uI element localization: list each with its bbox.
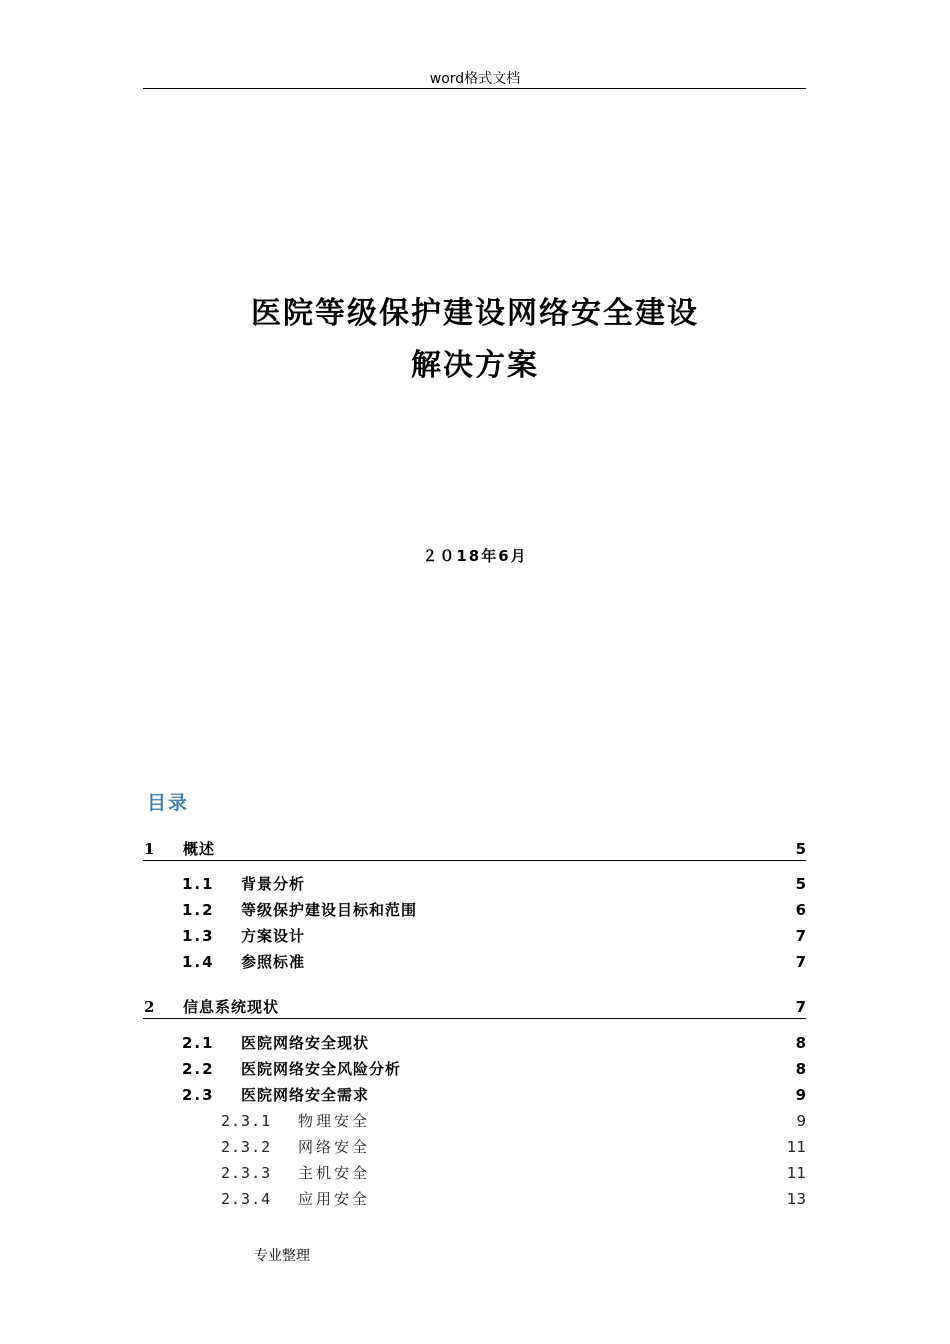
page-footer: 专业整理: [254, 1248, 310, 1264]
toc-entry-label: 信息系统现状: [183, 998, 280, 1016]
toc-entry[interactable]: [143, 1058, 806, 1080]
toc-entry-number: 1.1: [182, 875, 215, 893]
toc-entry-page: 11: [786, 1138, 806, 1156]
toc-entry[interactable]: [143, 996, 806, 1019]
document-subtitle: 解决方案: [411, 348, 539, 383]
toc-entry-page: 7: [795, 998, 806, 1016]
toc-entry-number: 2.3.4: [221, 1190, 272, 1208]
toc-entry-label: 医院网络安全现状: [241, 1034, 370, 1052]
toc-entry[interactable]: [143, 1188, 806, 1210]
header-divider: [143, 88, 806, 89]
toc-entry-page: 9: [796, 1112, 806, 1130]
toc-entry[interactable]: [143, 1110, 806, 1132]
toc-entry[interactable]: [143, 1032, 806, 1054]
toc-entry-label: 应用安全: [298, 1190, 371, 1208]
toc-entry[interactable]: [143, 873, 806, 895]
toc-entry[interactable]: [143, 1136, 806, 1158]
toc-entry-label: 参照标准: [241, 953, 306, 971]
toc-entry[interactable]: [143, 951, 806, 973]
document-title: 医院等级保护建设网络安全建设: [251, 296, 699, 331]
toc-entry-number: 2.3.1: [221, 1112, 272, 1130]
toc-entry-page: 6: [795, 901, 806, 919]
toc-entry-label: 背景分析: [241, 875, 306, 893]
toc-entry-number: 2.3.2: [221, 1138, 272, 1156]
toc-entry-label: 物理安全: [298, 1112, 371, 1130]
toc-entry-label: 主机安全: [298, 1164, 371, 1182]
toc-entry-page: 8: [795, 1060, 806, 1078]
toc-entry-number: 2.3.3: [221, 1164, 272, 1182]
toc-entry-label: 等级保护建设目标和范围: [241, 901, 418, 919]
toc-entry-page: 11: [786, 1164, 806, 1182]
toc-entry-page: 5: [795, 875, 806, 893]
toc-entry-label: 医院网络安全风险分析: [241, 1060, 402, 1078]
toc-entry-number: 2.1: [182, 1034, 215, 1052]
toc-entry-page: 8: [795, 1034, 806, 1052]
document-date: ２０18年6月: [422, 547, 528, 565]
toc-entry-number: 2.2: [182, 1060, 215, 1078]
toc-entry-number: 1: [144, 840, 155, 858]
toc-entry-label: 网络安全: [298, 1138, 371, 1156]
toc-entry-page: 5: [795, 840, 806, 858]
toc-entry-label: 概述: [183, 840, 216, 858]
toc-entry[interactable]: [143, 925, 806, 947]
toc-entry[interactable]: [143, 1084, 806, 1106]
toc-entry-page: 7: [795, 953, 806, 971]
toc-entry[interactable]: [143, 838, 806, 861]
page-header: word格式文档: [429, 71, 521, 87]
toc-entry-label: 方案设计: [241, 927, 306, 945]
toc-heading: 目录: [147, 792, 190, 814]
toc-entry-page: 9: [795, 1086, 806, 1104]
toc-entry[interactable]: [143, 899, 806, 921]
toc-entry-number: 1.4: [182, 953, 215, 971]
toc-entry-page: 13: [786, 1190, 806, 1208]
toc-entry-number: 2: [144, 998, 155, 1016]
toc-entry-page: 7: [795, 927, 806, 945]
toc-entry-number: 1.3: [182, 927, 215, 945]
toc-entry-number: 1.2: [182, 901, 215, 919]
toc-entry-number: 2.3: [182, 1086, 215, 1104]
toc-entry-label: 医院网络安全需求: [241, 1086, 370, 1104]
toc-entry[interactable]: [143, 1162, 806, 1184]
